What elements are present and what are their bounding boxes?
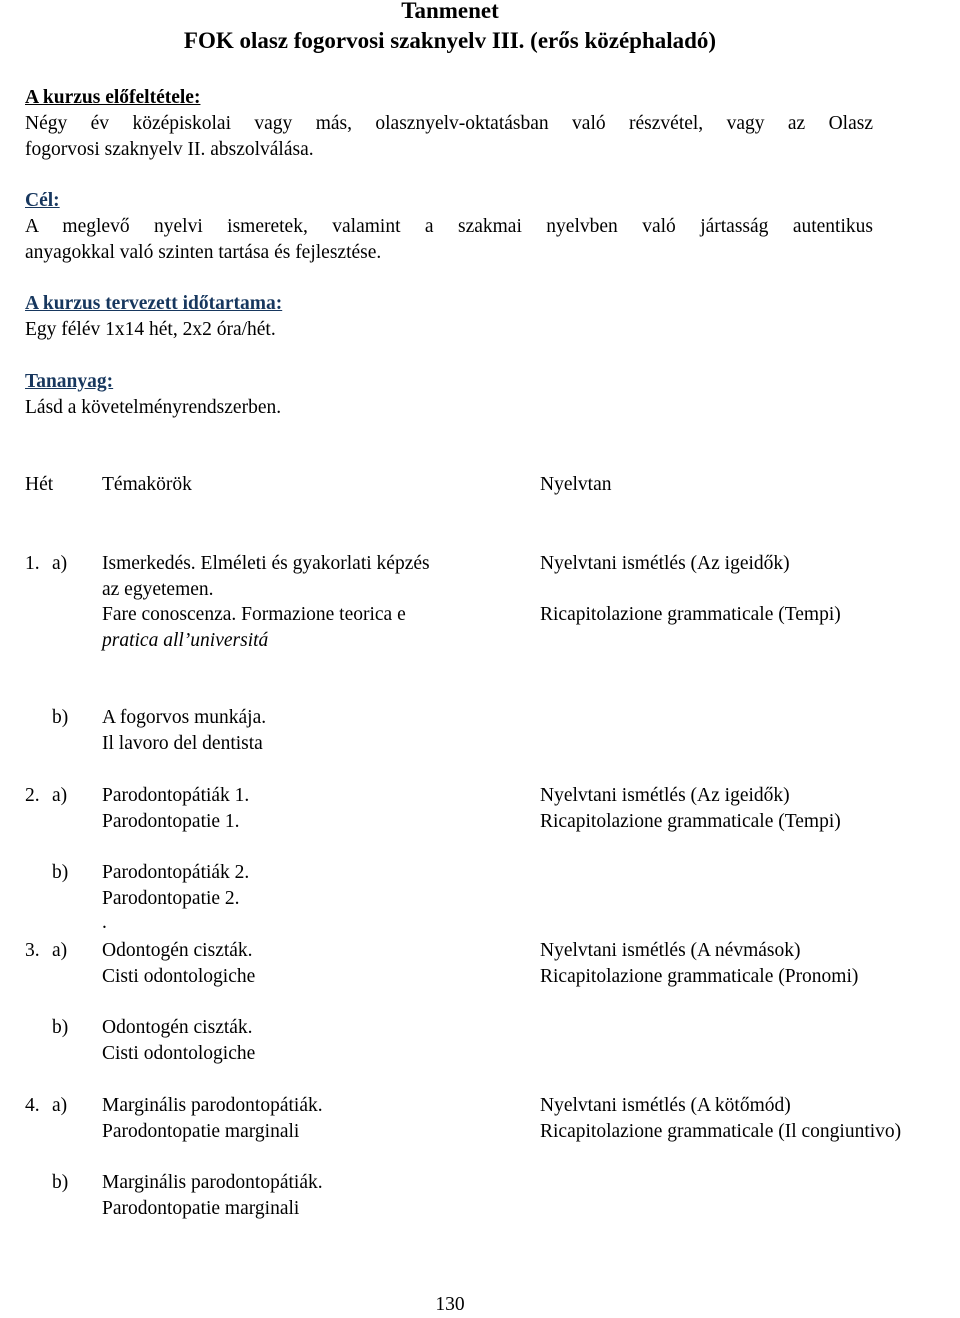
document-subtitle: FOK olasz fogorvosi szaknyelv III. (erős középhaladó) (183, 28, 717, 53)
document-title: Tanmenet (401, 0, 499, 23)
topic-hu: Marginális parodontopátiák. (102, 1095, 323, 1116)
prereq-heading: A kurzus előfeltétele: (25, 87, 201, 108)
week-number: 2. (25, 785, 40, 806)
prereq-text-line1: Négy év középiskolai vagy más, olasznyelv-oktatásban való részvétel, vagy az Olasz (25, 113, 873, 134)
topic-it-cont: pratica all’universitá (102, 630, 269, 651)
header-topics: Témakörök (102, 474, 192, 495)
topic-it: Parodontopatie 1. (102, 811, 240, 832)
row-label: a) (52, 940, 68, 961)
topic-it: Parodontopatie 2. (102, 888, 240, 909)
grammar-hu: Nyelvtani ismétlés (Az igeidők) (540, 553, 790, 574)
duration-heading: A kurzus tervezett időtartama: (25, 293, 283, 314)
stray-period: . (102, 912, 107, 933)
topic-hu: Marginális parodontopátiák. (102, 1172, 323, 1193)
goal-heading: Cél: (25, 190, 60, 211)
prereq-text-line2: fogorvosi szaknyelv II. abszolválása. (25, 139, 314, 160)
page-number: 130 (435, 1294, 465, 1315)
material-text: Lásd a követelményrendszerben. (25, 397, 282, 418)
grammar-it: Ricapitolazione grammaticale (Pronomi) (540, 966, 859, 987)
topic-it: Cisti odontologiche (102, 1043, 256, 1064)
topic-hu: Parodontopátiák 1. (102, 785, 250, 806)
row-label: a) (52, 1095, 68, 1116)
topic-it: Cisti odontologiche (102, 966, 256, 987)
grammar-hu: Nyelvtani ismétlés (A kötőmód) (540, 1095, 791, 1116)
topic-it: Parodontopatie marginali (102, 1121, 300, 1142)
row-label: b) (52, 707, 69, 728)
topic-hu: A fogorvos munkája. (102, 707, 267, 728)
goal-text-line1: A meglevő nyelvi ismeretek, valamint a szakmai nyelvben való jártasság autentikus (25, 216, 873, 237)
topic-hu: Odontogén ciszták. (102, 940, 253, 961)
duration-text: Egy félév 1x14 hét, 2x2 óra/hét. (25, 319, 276, 340)
topic-hu: Ismerkedés. Elméleti és gyakorlati képzés (102, 553, 430, 574)
topic-hu-cont: az egyetemen. (102, 579, 214, 600)
topic-it: Il lavoro del dentista (102, 733, 263, 754)
topic-hu: Odontogén ciszták. (102, 1017, 253, 1038)
topic-hu: Parodontopátiák 2. (102, 862, 250, 883)
grammar-it: Ricapitolazione grammaticale (Tempi) (540, 811, 841, 832)
row-label: b) (52, 1172, 69, 1193)
grammar-it: Ricapitolazione grammaticale (Il congiuntivo) (540, 1121, 902, 1142)
material-heading: Tananyag: (25, 371, 114, 392)
grammar-it: Ricapitolazione grammaticale (Tempi) (540, 604, 841, 625)
row-label: a) (52, 785, 68, 806)
week-number: 1. (25, 553, 40, 574)
row-label: b) (52, 1017, 69, 1038)
row-label: a) (52, 553, 68, 574)
week-number: 4. (25, 1095, 40, 1116)
topic-it: Parodontopatie marginali (102, 1198, 300, 1219)
header-week: Hét (25, 474, 54, 495)
row-label: b) (52, 862, 69, 883)
grammar-hu: Nyelvtani ismétlés (Az igeidők) (540, 785, 790, 806)
header-grammar: Nyelvtan (540, 474, 612, 495)
goal-text-line2: anyagokkal való szinten tartása és fejlesztése. (25, 242, 382, 263)
topic-it: Fare conoscenza. Formazione teorica e (102, 604, 406, 625)
grammar-hu: Nyelvtani ismétlés (A névmások) (540, 940, 801, 961)
week-number: 3. (25, 940, 40, 961)
